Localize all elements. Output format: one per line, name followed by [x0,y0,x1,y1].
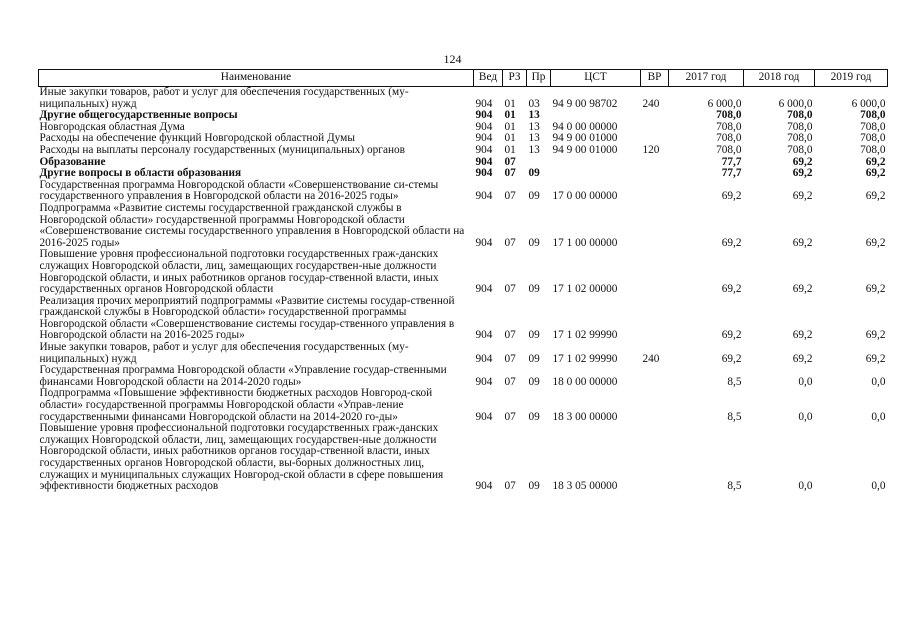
cell-ved: 904 [475,190,493,203]
cell-rz: 01 [504,109,516,122]
cell-2017: 77,7 [721,167,742,180]
cell-name: Государственная программа Новгородской области «Управление государ-ственными финансами Новгородской области на 2014-2020 годы» [39,364,447,388]
cell-vr [641,423,669,493]
cell-cst: 94 9 00 98702 [552,97,618,110]
cell-2017: 708,0 [716,132,742,145]
cell-ved: 904 [475,143,493,156]
cell-name: Реализация прочих мероприятий подпрограммы «Развитие системы государ-ственной гражданской службы в Новгородской области» государственной программы Новгородской области «Совершенствование системы государ-ственного управления в Новгородской области на 2016-2025 годы» [39,294,455,342]
cell-2018: 69,2 [792,190,813,203]
cell-2017: 708,0 [716,109,742,122]
table-row [39,423,888,493]
cell-rz: 01 [504,143,516,156]
cell-rz: 07 [504,283,516,296]
cell-2019: 69,2 [865,283,886,296]
cell-name: Подпрограмма «Повышение эффективности бюджетных расходов Новгород-ской области» государственной программы Новгородской области «Управ-ление государственными финансами Новгородской области на 2014-2020 го-ды» [39,387,433,423]
cell-2018: 69,2 [792,167,813,180]
cell-vr [641,122,669,134]
cell-2017: 69,2 [721,190,742,203]
cell-vr [641,296,669,342]
cell-2019: 708,0 [860,120,886,133]
cell-ved: 904 [475,352,493,365]
table-row [39,249,888,295]
cell-cst [551,168,641,180]
cell-vr: 120 [642,143,660,156]
cell-2017: 8,5 [727,410,742,423]
budget-table [38,69,888,493]
cell-2019: 69,2 [865,155,886,168]
cell-2019: 0,0 [871,375,886,388]
table-row [39,87,888,111]
cell-pr: 09 [528,283,540,296]
cell-vr [641,365,669,388]
cell-rz: 07 [504,167,516,180]
cell-2018: 69,2 [792,329,813,342]
header-pr: Пр [527,70,551,87]
page-number: 124 [443,52,462,66]
cell-2019: 6 000,0 [851,97,886,110]
cell-2018: 708,0 [787,109,813,122]
cell-rz: 07 [504,190,516,203]
cell-name: Иные закупки товаров, работ и услуг для обеспечения государственных (му-ниципальных) нужд [39,341,409,365]
cell-pr: 09 [528,236,540,249]
cell-cst: 17 1 00 00000 [552,236,618,249]
cell-pr: 09 [528,375,540,388]
cell-cst: 17 0 00 00000 [552,190,618,203]
cell-rz: 01 [504,120,516,133]
table-row [39,388,888,423]
cell-ved: 904 [475,97,493,110]
cell-2019: 0,0 [871,480,886,493]
cell-name: Повышение уровня профессиональной подготовки государственных граж-данских служащих Новгородской области, лиц, замещающих государствен-ные должности Новгородской области, и иных работников органов государ-ственной власти, иных государственных органов Новгородской области [39,248,439,296]
cell-cst: 17 1 02 99990 [552,352,618,365]
cell-name: Расходы на выплаты персоналу государственных (муниципальных) органов [39,143,405,156]
header-cst: ЦСТ [551,70,641,87]
cell-2018: 69,2 [792,155,813,168]
table-row [39,168,888,180]
table-body [39,87,888,493]
cell-cst: 17 1 02 99990 [552,329,618,342]
cell-2018: 69,2 [792,283,813,296]
table-header-row [39,70,888,87]
cell-2018: 69,2 [792,236,813,249]
cell-cst: 94 9 00 01000 [552,132,618,145]
cell-2017: 69,2 [721,283,742,296]
cell-2019: 0,0 [871,410,886,423]
cell-ved: 904 [475,410,493,423]
cell-name: Другие вопросы в области образования [39,167,242,180]
cell-rz: 07 [504,329,516,342]
header-ved: Вед [474,70,503,87]
header-2019: 2019 год [815,70,888,87]
cell-2017: 8,5 [727,375,742,388]
table-row [39,145,888,157]
cell-2017: 708,0 [716,143,742,156]
cell-2019: 708,0 [860,109,886,122]
cell-vr: 240 [642,97,660,110]
cell-pr: 13 [528,143,540,156]
cell-2018: 0,0 [798,480,813,493]
cell-pr: 13 [528,132,540,145]
cell-name: Расходы на обеспечение функций Новгородской областной Думы [39,132,355,145]
cell-rz: 01 [504,97,516,110]
cell-cst: 18 0 00 00000 [552,375,618,388]
cell-cst: 94 0 00 00000 [552,120,618,133]
cell-rz: 07 [504,410,516,423]
table-row [39,180,888,203]
cell-cst: 94 9 00 01000 [552,143,618,156]
cell-2019: 69,2 [865,352,886,365]
cell-rz: 07 [504,155,516,168]
cell-vr [641,110,669,122]
cell-2017: 8,5 [727,480,742,493]
cell-pr: 03 [528,97,540,110]
cell-2019: 69,2 [865,236,886,249]
cell-pr: 09 [528,410,540,423]
cell-ved: 904 [475,132,493,145]
cell-name: Другие общегосударственные вопросы [39,109,238,122]
table-row [39,296,888,342]
cell-name: Новгородская областная Дума [39,120,185,133]
cell-2017: 69,2 [721,352,742,365]
cell-cst: 18 3 00 00000 [552,410,618,423]
cell-pr: 13 [528,109,540,122]
cell-rz: 07 [504,480,516,493]
cell-2018: 708,0 [787,120,813,133]
cell-cst: 18 3 05 00000 [552,480,618,493]
cell-2017: 77,7 [721,155,742,168]
cell-rz: 07 [504,236,516,249]
cell-2019: 69,2 [865,329,886,342]
cell-2019: 69,2 [865,190,886,203]
cell-ved: 904 [475,155,493,168]
cell-name: Повышение уровня профессиональной подготовки государственных граж-данских служащих Новгородской области, лиц, замещающих государствен-ные должности Новгородской области, иных работников органов государ-ственной власти, иных государственных органов Новгородской области, вы-борных должностных лиц, служащих и муниципальных служащих Новгород-ской области в сфере повышения эффективности бюджетных расходов [39,422,444,493]
header-rz: РЗ [503,70,527,87]
cell-2018: 6 000,0 [778,97,813,110]
cell-2018: 0,0 [798,410,813,423]
cell-name: Государственная программа Новгородской области «Совершенствование си-стемы государственного управления в Новгородской области на 2016-2025 годы» [39,178,439,203]
cell-2018: 708,0 [787,143,813,156]
cell-2019: 69,2 [865,167,886,180]
cell-name: Подпрограмма «Развитие системы государственной гражданской службы в Новгородской области» государственной программы Новгородской области «Совершенствование системы государственного управления в Новгородской области на 2016-2025 годы» [39,201,465,249]
cell-2019: 708,0 [860,143,886,156]
cell-vr [641,168,669,180]
cell-2017: 6 000,0 [707,97,742,110]
cell-vr: 240 [642,352,660,365]
cell-pr: 09 [528,329,540,342]
cell-ved: 904 [475,480,493,493]
cell-pr: 09 [528,352,540,365]
cell-ved: 904 [475,329,493,342]
header-2018: 2018 год [744,70,815,87]
cell-2018: 69,2 [792,352,813,365]
cell-pr: 13 [528,120,540,133]
header-vr: ВР [641,70,669,87]
cell-ved: 904 [475,375,493,388]
cell-ved: 904 [475,120,493,133]
cell-name: Образование [39,155,106,168]
cell-pr: 09 [528,167,540,180]
cell-2017: 708,0 [716,120,742,133]
cell-vr [641,157,669,169]
cell-vr [641,203,669,249]
cell-2017: 69,2 [721,236,742,249]
cell-rz: 07 [504,375,516,388]
cell-2018: 708,0 [787,132,813,145]
cell-ved: 904 [475,283,493,296]
cell-rz: 01 [504,132,516,145]
table-row [39,342,888,365]
cell-cst: 17 1 02 00000 [552,283,618,296]
cell-ved: 904 [475,167,493,180]
cell-vr [641,180,669,203]
header-name: Наименование [39,70,474,87]
cell-2018: 0,0 [798,375,813,388]
cell-rz: 07 [504,352,516,365]
table-row [39,365,888,388]
header-2017: 2017 год [669,70,744,87]
cell-ved: 904 [475,109,493,122]
cell-cst [551,157,641,169]
table-row [39,203,888,249]
cell-pr: 09 [528,190,540,203]
cell-2017: 69,2 [721,329,742,342]
cell-2019: 708,0 [860,132,886,145]
cell-vr [641,388,669,423]
cell-vr [641,249,669,295]
cell-pr: 09 [528,480,540,493]
cell-name: Иные закупки товаров, работ и услуг для обеспечения государственных (му-ниципальных) нужд [39,86,409,110]
cell-ved: 904 [475,236,493,249]
